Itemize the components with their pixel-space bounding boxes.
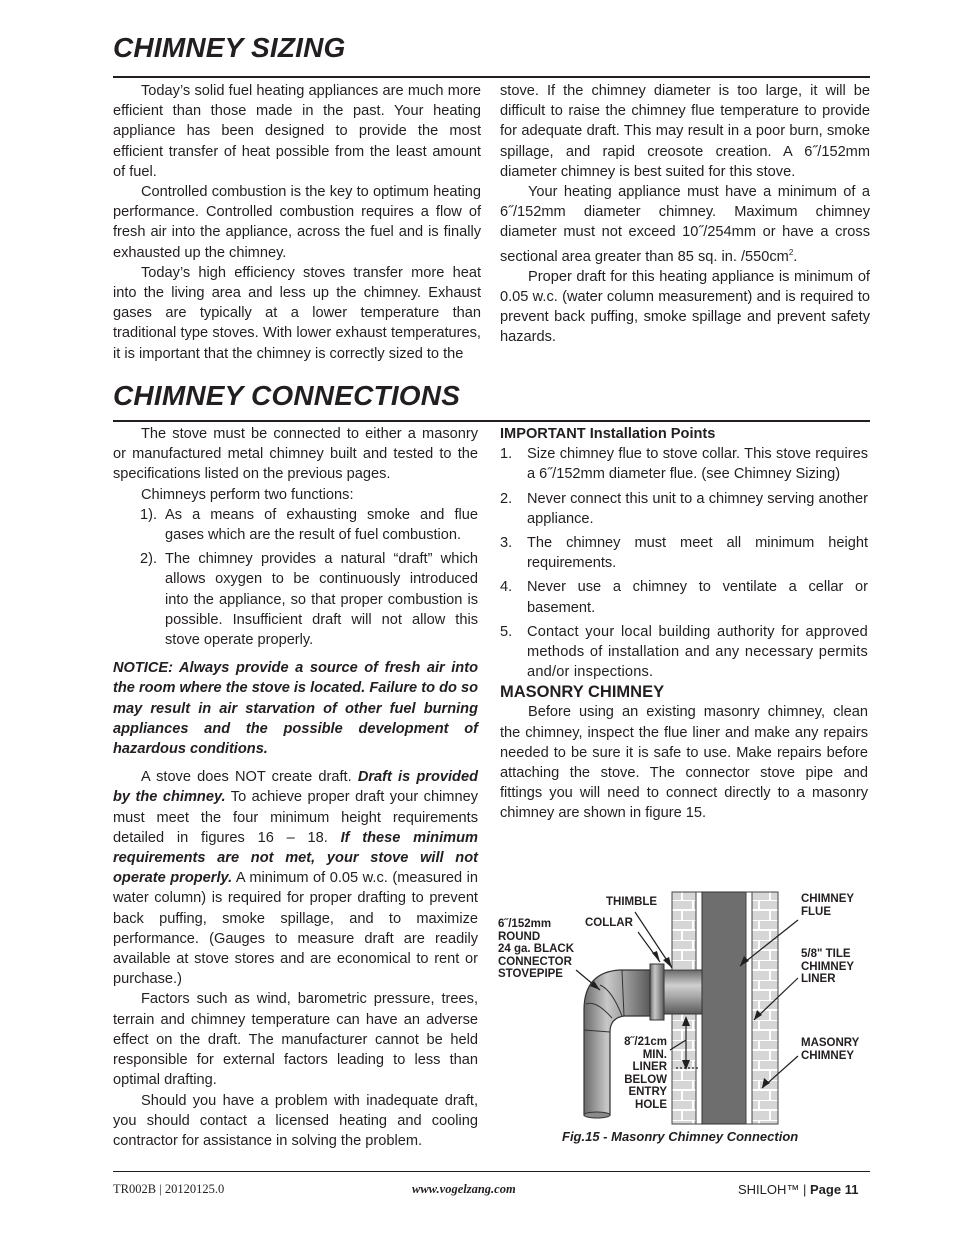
footer-website[interactable]: www.vogelzang.com	[412, 1182, 516, 1196]
masonry-paragraph: Before using an existing masonry chimney, clean the chimney, inspect the flue liner and make any repairs needed to be sure it is safe to use. Make repairs before attaching the stove. The connector stove pipe and fittings you will need to connect directly to a masonry chimney are shown in figure 15.	[500, 704, 868, 822]
label-collar: COLLAR	[585, 917, 633, 929]
sizing-paragraph-5: Your heating appliance must have a minimum of a 6˝/152mm diameter chimney. Maximum chimney diameter must not exceed 10˝/254mm or have a cross sectional area greater than 85 sq. in. $/550cm^2$.	[500, 184, 870, 265]
footer-doc-code: TR002B | 20120125.0	[113, 1182, 225, 1196]
notice-paragraph: NOTICE: Always provide a source of fresh air into the room where the stove is located. Failure to do so may result in air starvation of other fuel burning appliances and the possible development of hazardous conditions.	[113, 660, 478, 758]
label-thimble: THIMBLE	[606, 896, 658, 908]
label-tile-liner: 5/8" TILE CHIMNEY LINER	[801, 948, 855, 985]
footer-page-number: SHILOH™ | Page 11	[738, 1182, 859, 1197]
section-title-chimney-connections: CHIMNEY CONNECTIONS	[113, 380, 461, 411]
thimble	[662, 970, 702, 1014]
list-item: 1. Size chimney flue to stove collar. This stove requires a 6˝/152mm diameter flue. (see Chimney Sizing)	[500, 446, 868, 483]
sizing-paragraph-2: Controlled combustion is the key to optimum heating performance. Controlled combustion requires a flow of fresh air into the appliance, across the fuel and is finally exhausted up the chimney.	[113, 184, 481, 261]
masonry-chimney-heading: MASONRY CHIMNEY	[500, 683, 665, 702]
sizing-paragraph-4: stove. If the chimney diameter is too large, it will be difficult to raise the chimney flue temperature to provide for adequate draft. This may result in a poor burn, smoke spillage, and rapid creosote creation. A 6˝/152mm diameter chimney is best suited for this stove.	[500, 83, 870, 180]
connections-paragraph-1: The stove must be connected to either a masonry or manufactured metal chimney built and tested to the specifications listed on the previous pages.	[113, 426, 478, 483]
sizing-paragraph-3: Today’s high efficiency stoves transfer more heat into the living area and less up the chimney. Exhaust gases are typically at a lower temperature than traditional type stoves. With lower exhaust temperatures, it is important that the chimney is correctly sized to the	[113, 264, 481, 362]
problem-paragraph: Should you have a problem with inadequate draft, you should contact a licensed heating and cooling contractor for assistance in solving the problem.	[113, 1092, 478, 1149]
important-heading: IMPORTANT Installation Points	[500, 426, 716, 442]
section-title-chimney-sizing: CHIMNEY SIZING	[113, 32, 346, 63]
list-item: 2). The chimney provides a natural “draft” which allows oxygen to be continuously introduced into the appliance, so that proper combustion is possible. Insufficient draft will not allow this stove operate properly.	[140, 551, 478, 649]
right-masonry-wall	[752, 892, 778, 1124]
factors-paragraph: Factors such as wind, barometric pressure, trees, terrain and chimney temperature can have an adverse effect on the draft. The manufacturer cannot be held responsible for external factors leading to less than optimal drafting.	[113, 991, 478, 1089]
figure-caption: Fig.15 - Masonry Chimney Connection	[562, 1129, 799, 1144]
label-stovepipe: 6˝/152mm ROUND 24 ga. BLACK CONNECTOR STOVEPIPE	[498, 918, 575, 980]
connections-paragraph-2: Chimneys perform two functions:	[141, 486, 354, 503]
sizing-paragraph-6: Proper draft for this heating appliance is minimum of 0.05 w.c. (water column measurement) and is required to prevent back puffing, smoke spillage and prevent safety hazards.	[500, 268, 870, 346]
list-item: 3. The chimney must meet all minimum height requirements.	[500, 535, 868, 572]
list-item: 1). As a means of exhausting smoke and flue gases which are the result of fuel combustion.	[140, 506, 478, 544]
list-item: 2. Never connect this unit to a chimney serving another appliance.	[500, 490, 868, 527]
label-chimney-flue: CHIMNEY FLUE	[801, 893, 855, 918]
list-item: 5. Contact your local building authority for approved methods of installation and any necessary permits and/or inspections.	[500, 623, 868, 681]
label-min-liner: 8˝/21cm MIN. LINER BELOW ENTRY HOLE	[624, 1036, 667, 1111]
footer-rule	[113, 1171, 870, 1172]
sizing-paragraph-1: Today’s solid fuel heating appliances are much more efficient than those made in the past. Your heating appliance has been designed to provide the most efficient transfer of heat possible from the least amount of fuel.	[113, 83, 481, 180]
collar	[650, 964, 664, 1020]
draft-paragraph: A stove does NOT create draft. Draft is provided by the chimney. To achieve proper draft your chimney must meet the four minimum height requirements detailed in figures 16 – 18. If these minimum requirements are not met, your stove will not operate properly. A minimum of 0.05 w.c. (measured in water column) is required for proper drafting to prevent back puffing, smoke spillage, and to maximize performance. (Gauges to measure draft are readily available at stove stores and are economical to rent or purchase.)	[113, 769, 479, 988]
tile-liner-right	[746, 892, 752, 1124]
list-item: 4. Never use a chimney to ventilate a cellar or basement.	[500, 579, 868, 616]
chimney-flue	[702, 892, 746, 1124]
label-masonry-chimney: MASONRY CHIMNEY	[801, 1037, 860, 1062]
